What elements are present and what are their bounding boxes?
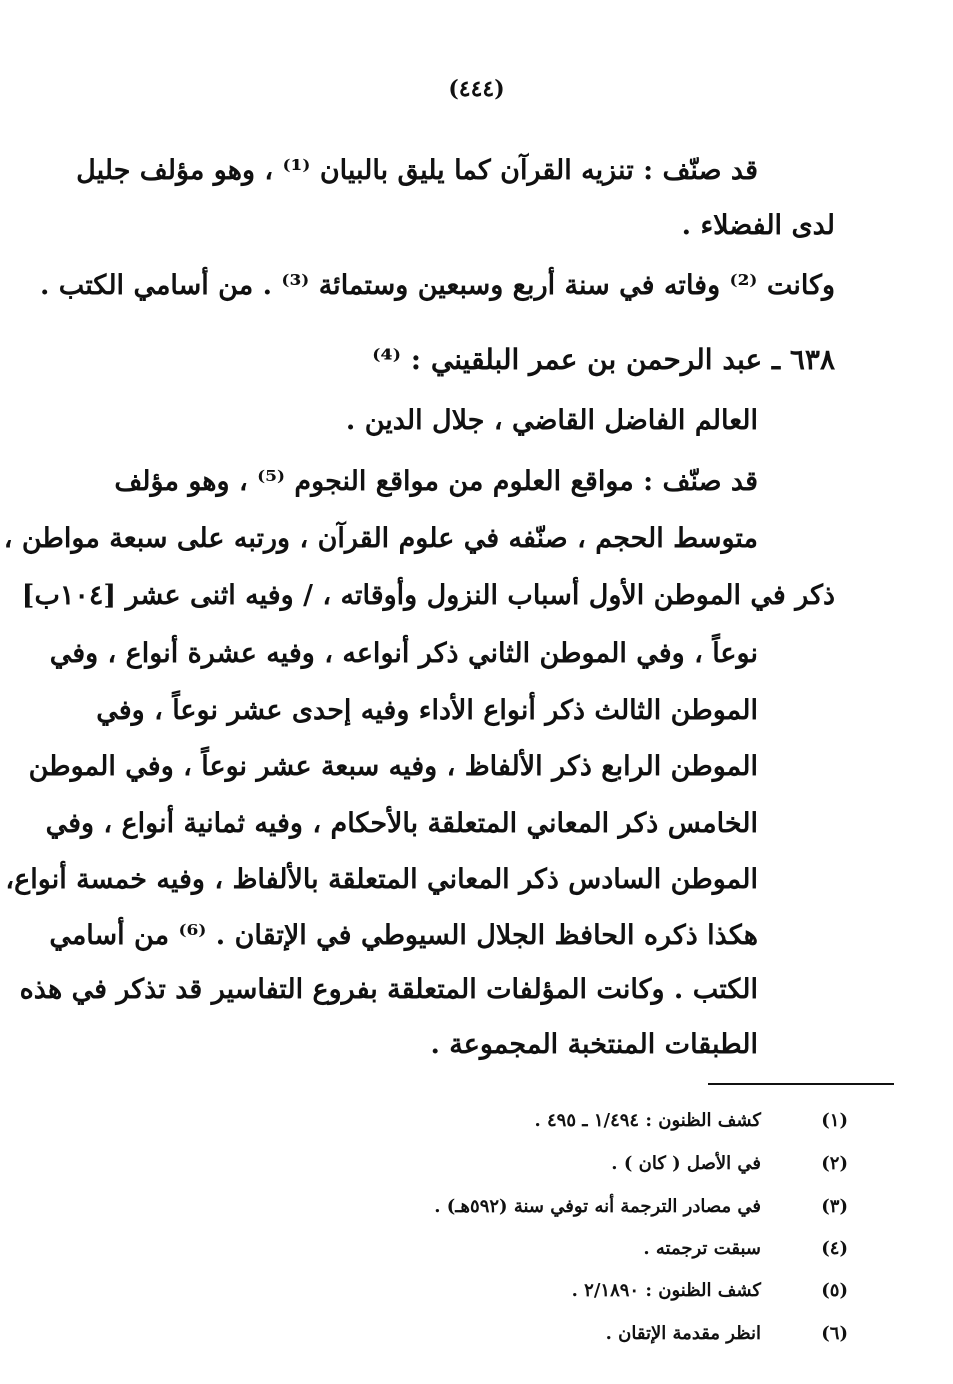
body-line: لدى الفضلاء . [681,210,835,241]
body-line: متوسط الحجم ، صنّفه في علوم القرآن ، ورتبه على سبعة مواطن ، [3,523,758,554]
footnote-separator [708,1083,894,1085]
footnote [148,1196,848,1228]
footnote-number: (٥) [821,1280,848,1301]
body-line: العالم الفاضل القاضي ، جلال الدين . [345,405,758,436]
entry-heading: ٦٣٨ ـ عبد الرحمن بن عمر البلقيني : ⁽⁴⁾ [372,343,835,376]
footnote-text: انظر مقدمة الإتقان . [605,1323,761,1344]
footnote-text: سبقت ترجمته . [643,1238,761,1259]
body-line: ذكر في الموطن الأول أسباب النزول وأوقاته ، / وفيه اثنى عشر [١٠٤ب] [21,580,835,611]
body-line: نوعاً ، وفي الموطن الثاني ذكر أنواعه ، وفيه عشرة أنواع ، وفي [49,638,758,669]
body-line: الموطن الرابع ذكر الألفاظ ، وفيه سبعة عشر نوعاً ، وفي الموطن [28,751,758,782]
footnote-number: (٢) [821,1153,848,1174]
footnote-text: في الأصل ( كان ) . [611,1153,761,1174]
footnote-number: (٣) [821,1196,848,1217]
footnote-text: كشف الظنون : ٢/١٨٩٠ . [571,1280,761,1301]
body-line: قد صنّف : مواقع العلوم من مواقع النجوم ⁽⁵⁾ ، وهو مؤلف [114,466,758,497]
page-number: (٤٤٤) [448,76,505,102]
footnote [148,1153,848,1185]
footnote [148,1323,848,1355]
body-line: الموطن السادس ذكر المعاني المتعلقة بالألفاظ ، وفيه خمسة أنواع، [5,864,758,895]
body-line: الكتب . وكانت المؤلفات المتعلقة بفروع التفاسير قد تذكر في هذه [19,974,758,1005]
footnote-text: في مصادر الترجمة أنه توفي سنة (٥٩٢هـ) . [434,1196,761,1217]
footnote [148,1280,848,1312]
footnote-number: (١) [821,1110,848,1131]
body-line: هكذا ذكره الحافظ الجلال السيوطي في الإتقان . ⁽⁶⁾ من أسامي [49,920,758,951]
footnote-text: كشف الظنون : ١/٤٩٤ ـ ٤٩٥ . [534,1110,761,1131]
body-line: الطبقات المنتخبة المجموعة . [430,1029,758,1060]
footnote-number: (٦) [821,1323,848,1344]
body-line: الموطن الثالث ذكر أنواع الأداء وفيه إحدى عشر نوعاً ، وفي [96,695,758,726]
footnote-number: (٤) [821,1238,848,1259]
footnote [148,1238,848,1270]
body-line: وكانت ⁽²⁾ وفاته في سنة أربع وسبعين وستمائة ⁽³⁾ . من أسامي الكتب . [39,270,835,301]
body-line: قد صنّف : تنزيه القرآن كما يليق بالبيان ⁽¹⁾ ، وهو مؤلف جليل [76,155,758,186]
footnote [148,1110,848,1142]
body-line: الخامس ذكر المعاني المتعلقة بالأحكام ، وفيه ثمانية أنواع ، وفي [45,808,758,839]
